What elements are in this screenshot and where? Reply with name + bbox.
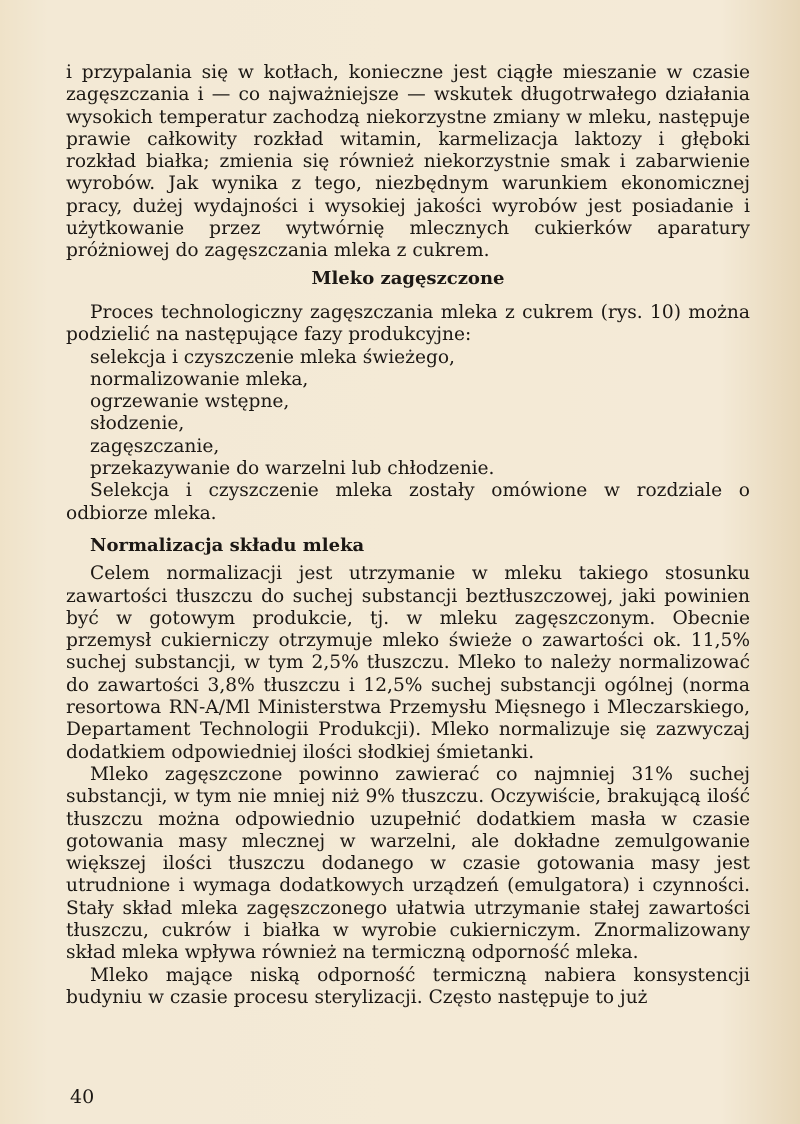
phase-item: selekcja i czyszczenie mleka świeżego, (90, 346, 455, 368)
section-heading-normalization: Normalizacja składu mleka (90, 534, 365, 556)
phase-item: słodzenie, (90, 413, 185, 435)
paragraph-selection-note: Selekcja i czyszczenie mleka zostały omówione w rozdziale o odbiorze mleka. (66, 480, 750, 524)
paragraph-normalization-1: Celem normalizacji jest utrzymanie w mleku takiego stosunku zawartości tłuszczu do suchej substancji beztłuszczowej, jaki powinien być w gotowym produkcie, tj. w mleku zagęszczonym. Obecnie przemysł cukierniczy otrzymuje mleko świeże o zawartości ok. 11,5% suchej substancji, w tym 2,5% tłuszczu. Mleko to należy normalizować do zawartości 3,8% tłuszczu i 12,5% suchej substancji ogólnej (norma resortowa RN-A/Ml Ministerstwa Przemysłu Mięsnego i Mleczarskiego, Departament Technologii Produkcji). Mleko normalizuje się zazwyczaj dodatkiem odpowiedniej ilości słodkiej śmietanki. (66, 563, 750, 763)
production-phases-list (66, 347, 750, 481)
phase-item: normalizowanie mleka, (90, 368, 309, 390)
phase-item: przekazywanie do warzelni lub chłodzenie. (90, 458, 495, 480)
paragraph-normalization-3: Mleko mające niską odporność termiczną nabiera konsystencji budyniu w czasie procesu sterylizacji. Często następuje to już (66, 964, 750, 1008)
text-column (66, 62, 750, 1009)
page-number: 40 (70, 1086, 95, 1108)
paragraph-process-intro: Proces technologiczny zagęszczania mleka z cukrem (rys. 10) można podzielić na następujące fazy produkcyjne: (66, 301, 750, 346)
paragraph-normalization-2: Mleko zagęszczone powinno zawierać co najmniej 31% suchej substancji, w tym nie mniej niż 9% tłuszczu. Oczywiście, brakującą ilość tłuszczu można odpowiednio uzupełnić dodatkiem masła w czasie gotowania masy mlecznej w warzelni, ale dokładne zemulgowanie większej ilości tłuszczu dodanego w czasie gotowania masy jest utrudnione i wymaga dodatkowych urządzeń (emulgatora) i czynności. Stały skład mleka zagęszczonego ułatwia utrzymanie stałej zawartości tłuszczu, cukrów i białka w wyrobie cukierniczym. Znormalizowany skład mleka wpływa również na termiczną odporność mleka. (66, 763, 750, 964)
phase-item: zagęszczanie, (90, 435, 220, 457)
phase-item: ogrzewanie wstępne, (90, 391, 290, 413)
section-heading-condensed-milk: Mleko zagęszczone (311, 267, 505, 289)
paragraph-continued: i przypalania się w kotłach, konieczne jest ciągłe mieszanie w czasie zagęszczania i — co najważniejsze — wskutek długotrwałego działania wysokich temperatur zachodzą niekorzystne zmiany w mleku, następuje prawie całkowity rozkład witamin, karmelizacja laktozy i głęboki rozkład białka; zmienia się również niekorzystnie smak i zabarwienie wyrobów. Jak wynika z tego, niezbędnym warunkiem ekonomicznej pracy, dużej wydajności i wysokiej jakości wyrobów jest posiadanie i użytkowanie przez wytwórnię mlecznych cukierków aparatury próżniowej do zagęszczania mleka z cukrem. (66, 62, 750, 262)
